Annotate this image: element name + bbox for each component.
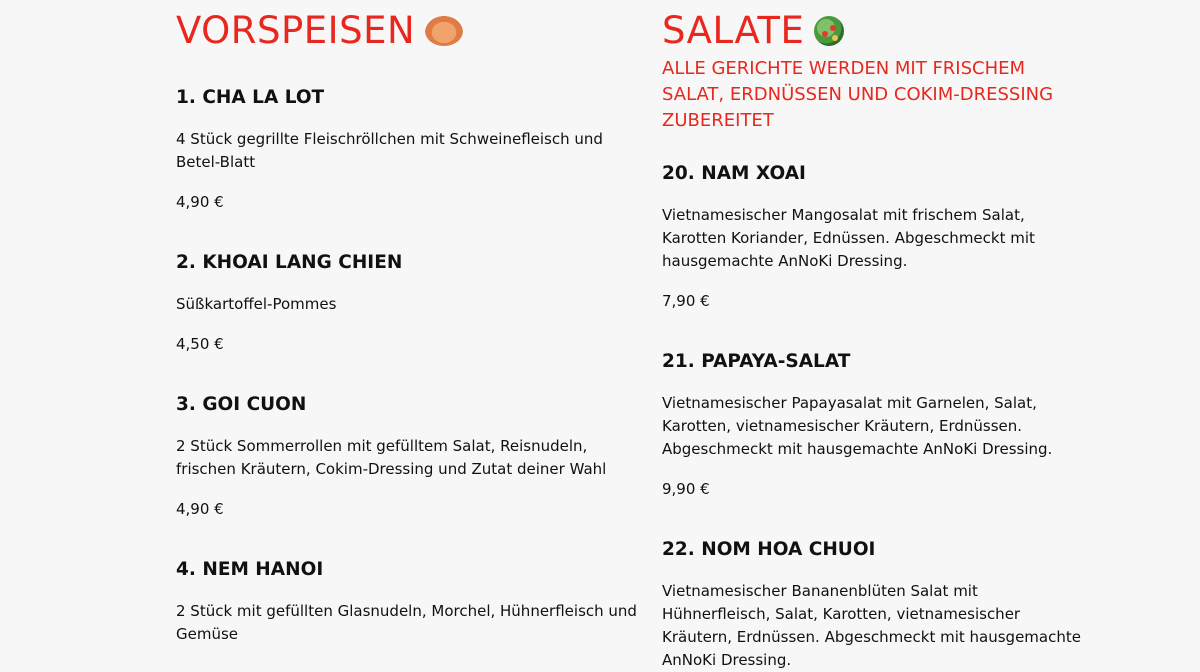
vorspeisen-section	[176, 0, 646, 646]
salad-icon	[814, 16, 844, 46]
vorspeisen-heading	[176, 8, 646, 54]
croissant-icon	[425, 16, 463, 46]
item-description: Vietnamesischer Papayasalat mit Garnelen, Salat, Karotten, vietnamesischer Kräutern, Erdnüssen. Abgeschmeckt mit hausgemachte AnNoKi Dressing.	[662, 394, 1053, 458]
item-price: 9,90 €	[662, 480, 710, 498]
item-title: 3. GOI CUON	[176, 394, 307, 415]
item-price: 7,90 €	[662, 292, 710, 310]
item-title: 22. NOM HOA CHUOI	[662, 539, 876, 560]
menu-item	[176, 86, 646, 212]
item-description: Süßkartoffel-Pommes	[176, 295, 337, 313]
item-title: 2. KHOAI LANG CHIEN	[176, 252, 403, 273]
item-price: 4,50 €	[176, 335, 224, 353]
item-description: 4 Stück gegrillte Fleischröllchen mit Schweinefleisch und Betel-Blatt	[176, 130, 603, 171]
item-description: Vietnamesischer Mangosalat mit frischem Salat, Karotten Koriander, Ednüssen. Abgeschmeckt mit hausgemachte AnNoKi Dressing.	[662, 206, 1035, 270]
menu-item	[176, 558, 646, 646]
menu-item	[176, 393, 646, 519]
item-price: 4,90 €	[176, 193, 224, 211]
item-title: 4. NEM HANOI	[176, 559, 324, 580]
menu-item	[662, 350, 1082, 499]
vorspeisen-title: VORSPEISEN	[176, 9, 416, 52]
salate-subtitle: ALLE GERICHTE WERDEN MIT FRISCHEM SALAT, ERDNÜSSEN UND COKIM-DRESSING ZUBEREITET	[662, 58, 1054, 131]
menu-item	[176, 251, 646, 354]
menu-item	[662, 538, 1082, 672]
item-title: 1. CHA LA LOT	[176, 87, 325, 108]
item-description: Vietnamesischer Bananenblüten Salat mit Hühnerfleisch, Salat, Karotten, vietnamesischer Kräutern, Erdnüssen. Abgeschmeckt mit hausgemachte AnNoKi Dressing.	[662, 582, 1081, 669]
item-price: 4,90 €	[176, 500, 224, 518]
item-description: 2 Stück mit gefüllten Glasnudeln, Morchel, Hühnerfleisch und Gemüse	[176, 602, 637, 643]
salate-section	[662, 0, 1082, 672]
salate-heading	[662, 8, 1082, 54]
item-title: 21. PAPAYA-SALAT	[662, 351, 851, 372]
menu-item	[662, 162, 1082, 311]
salate-title: SALATE	[662, 9, 805, 52]
item-title: 20. NAM XOAI	[662, 163, 806, 184]
item-description: 2 Stück Sommerrollen mit gefülltem Salat, Reisnudeln, frischen Kräutern, Cokim-Dressing und Zutat deiner Wahl	[176, 437, 607, 478]
